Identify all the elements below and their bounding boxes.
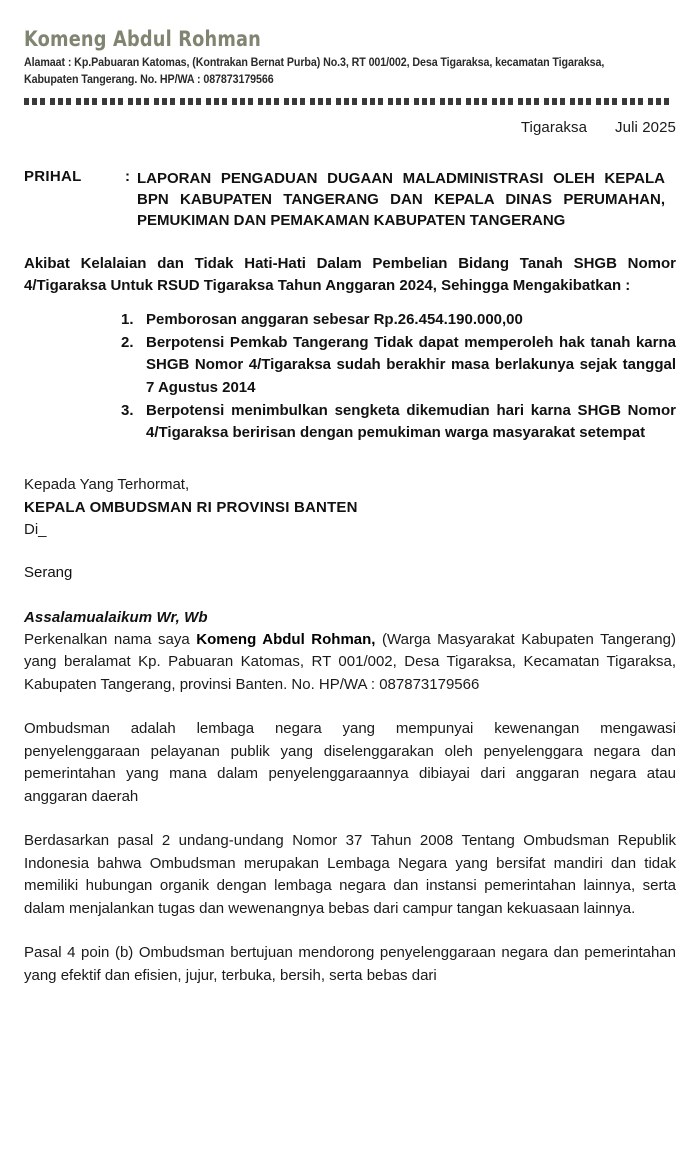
letterhead-divider (24, 98, 670, 105)
intro-rest: (Warga Masyarakat Kabupaten Tangerang) yang beralamat Kp. Pabuaran Katomas, RT 001/002, Desa Tigaraksa, Kecamatan Tigaraksa, Kabupaten Tangerang, provinsi Banten. No. HP/WA : 087873179566 (24, 630, 676, 693)
subject-colon: : (125, 167, 130, 185)
paragraph-introduction (24, 629, 676, 697)
addressee-city: Serang (24, 563, 73, 581)
consequence-list (24, 309, 676, 444)
letterhead-name: Komeng Abdul Rohman (24, 27, 262, 51)
greeting: Assalamualaikum Wr, Wb (24, 608, 208, 626)
addressee-di: Di_ (24, 521, 47, 539)
letterhead-address-line-2: Kabupaten Tangerang. No. HP/WA : 087873179566 (24, 74, 274, 87)
consequence-intro: Akibat Kelalaian dan Tidak Hati-Hati Dalam Pembelian Bidang Tanah SHGB Nomor 4/Tigaraksa Untuk RSUD Tigaraksa Tahun Anggaran 2024, Sehingga Mengakibatkan : (24, 255, 676, 295)
paragraph-pasal-4: Pasal 4 poin (b) Ombudsman bertujuan mendorong penyelenggaraan negara dan pemerintahan yang efektif dan efisien, jujur, terbuka, bersih, serta bebas dari (24, 944, 676, 984)
addressee-salutation: Kepada Yang Terhormat, (24, 476, 190, 494)
letterhead-address-line-1: Alamaat : Kp.Pabuaran Katomas, (Kontrakan Bernat Purba) No.3, RT 001/002, Desa Tigaraksa, kecamatan Tigaraksa, (24, 57, 605, 70)
paragraph-pasal-2: Berdasarkan pasal 2 undang-undang Nomor 37 Tahun 2008 Tentang Ombudsman Republik Indonesia bahwa Ombudsman merupakan Lembaga Negara yang bersifat mandiri dan tidak memiliki hubungan organik dengan lembaga negara dan instansi pemerintahan lainnya, serta dalam menjalankan tugas dan wewenangnya bebas dari campur tangan kekuasaan lainnya. (24, 832, 676, 917)
letterhead (0, 0, 700, 90)
intro-author-name: Komeng Abdul Rohman, (196, 630, 376, 648)
list-item: Berpotensi menimbulkan sengketa dikemudian hari karna SHGB Nomor 4/Tigaraksa beririsan dengan pemukiman warga masyarakat setempat (146, 401, 676, 441)
subject-block (24, 168, 676, 232)
dateline (0, 119, 676, 136)
addressee-block (24, 474, 676, 542)
paragraph-ombudsman-definition: Ombudsman adalah lembaga negara yang mempunyai kewenangan mengawasi penyelenggaraan pelayanan publik yang diselenggarakan oleh penyelenggara negara dan pemerintahan yang mana dalam penyelenggaraannya dibiayai dari anggaran negara atau anggaran daerah (24, 720, 676, 805)
intro-prefix: Perkenalkan nama saya (24, 630, 197, 648)
list-item: Berpotensi Pemkab Tangerang Tidak dapat memperoleh hak tanah karna SHGB Nomor 4/Tigaraksa sudah berakhir masa berlakunya sejak tanggal 7 Agustus 2014 (146, 334, 676, 396)
subject-text: LAPORAN PENGADUAN DUGAAN MALADMINISTRASI OLEH KEPALA BPN KABUPATEN TANGERANG DAN KEPALA DINAS PERUMAHAN, PEMUKIMAN DAN PEMAKAMAN KABUPATEN TANGERANG (137, 169, 665, 230)
dateline-city: Tigaraksa (520, 118, 588, 136)
dateline-date: Juli 2025 (615, 118, 676, 136)
subject-label: PRIHAL (24, 167, 82, 185)
addressee-organization: KEPALA OMBUDSMAN RI PROVINSI BANTEN (24, 498, 358, 516)
list-item: Pemborosan anggaran sebesar Rp.26.454.190.000,00 (146, 310, 523, 328)
